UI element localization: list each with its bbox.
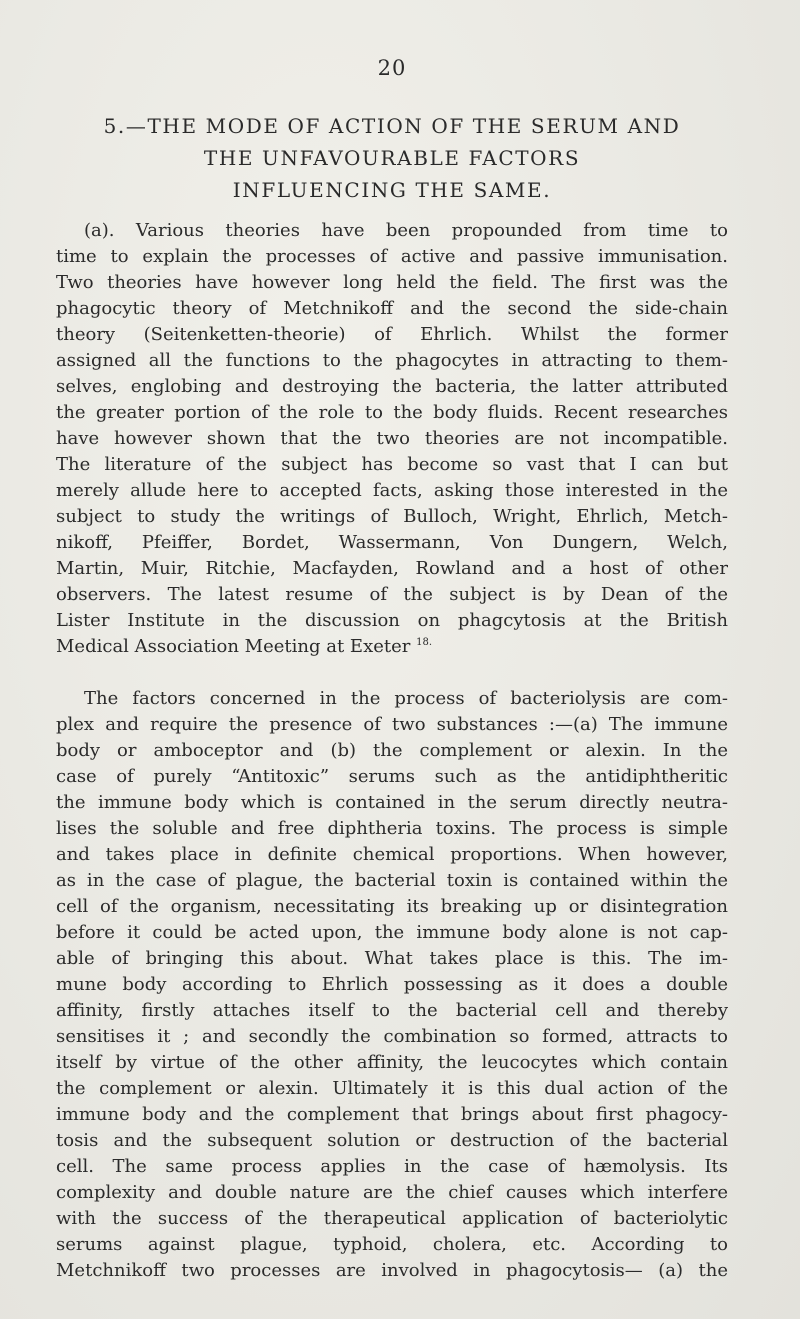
text-line: cell. The same process applies in the case of hæmolysis. Its [56, 1156, 728, 1177]
heading-line: THE UNFAVOURABLE FACTORS [203, 146, 581, 170]
text-line: Two theories have however long held the field. The first was the [56, 272, 728, 293]
text-line: Martin, Muir, Ritchie, Macfayden, Rowland and a host of other [56, 558, 728, 579]
text-line: cell of the organism, necessitating its breaking up or disintegration [56, 896, 728, 917]
text-line: lises the soluble and free diphtheria toxins. The process is simple [56, 818, 728, 839]
text-line: time to explain the processes of active and passive immunisation. [56, 246, 728, 267]
text-line: before it could be acted upon, the immune body alone is not cap- [56, 922, 728, 943]
text-line: The factors concerned in the process of bacteriolysis are com- [84, 688, 728, 709]
text-line: mune body according to Ehrlich possessing as it does a double [56, 974, 728, 995]
text-line: Lister Institute in the discussion on phagcytosis at the British [56, 610, 728, 631]
text-line: body or amboceptor and (b) the complement or alexin. In the [56, 740, 728, 761]
text-line: selves, englobing and destroying the bacteria, the latter attributed [56, 376, 728, 397]
page-number: 20 [377, 56, 407, 80]
paragraph-bacteriolysis [56, 686, 728, 1284]
text-line: (a). Various theories have been propounded from time to [84, 220, 728, 241]
text-line: Metchnikoff two processes are involved in phagocytosis— (a) the [56, 1260, 728, 1281]
text-line: observers. The latest resume of the subject is by Dean of the [56, 584, 728, 605]
text-line: as in the case of plague, the bacterial toxin is contained within the [56, 870, 728, 891]
text-line: plex and require the presence of two substances :—(a) The immune [56, 714, 728, 735]
text-line-last [56, 634, 728, 660]
heading-line: 5.—THE MODE OF ACTION OF THE SERUM AND [103, 114, 681, 138]
section-heading [56, 110, 728, 206]
text-line: the immune body which is contained in the serum directly neutra- [56, 792, 728, 813]
text-line: serums against plague, typhoid, cholera, etc. According to [56, 1234, 728, 1255]
text-line: assigned all the functions to the phagocytes in attracting to them- [56, 350, 728, 371]
footnote-reference: 18. [416, 637, 432, 648]
heading-line: INFLUENCING THE SAME. [232, 178, 552, 202]
text-line: affinity, firstly attaches itself to the bacterial cell and thereby [56, 1000, 728, 1021]
text-line: The literature of the subject has become so vast that I can but [56, 454, 728, 475]
text-line: able of bringing this about. What takes place is this. The im- [56, 948, 728, 969]
text-line: immune body and the complement that brings about first phagocy- [56, 1104, 728, 1125]
text-line: sensitises it ; and secondly the combination so formed, attracts to [56, 1026, 728, 1047]
text-line: and takes place in definite chemical proportions. When however, [56, 844, 728, 865]
text-line: theory (Seitenketten-theorie) of Ehrlich. Whilst the former [56, 324, 728, 345]
text-line: the greater portion of the role to the body fluids. Recent researches [56, 402, 728, 423]
text-line: with the success of the therapeutical application of bacteriolytic [56, 1208, 728, 1229]
text-line: phagocytic theory of Metchnikoff and the second the side-chain [56, 298, 728, 319]
text-line: itself by virtue of the other affinity, the leucocytes which contain [56, 1052, 728, 1073]
paragraph-theories [56, 218, 728, 660]
text-line: complexity and double nature are the chief causes which interfere [56, 1182, 728, 1203]
text-line: nikoff, Pfeiffer, Bordet, Wassermann, Von Dungern, Welch, [56, 532, 728, 553]
text-line: tosis and the subsequent solution or destruction of the bacterial [56, 1130, 728, 1151]
text-line: have however shown that the two theories are not incompatible. [56, 428, 728, 449]
text-line: the complement or alexin. Ultimately it is this dual action of the [56, 1078, 728, 1099]
text-line: case of purely “Antitoxic” serums such as the antidiphtheritic [56, 766, 728, 787]
text-line: Medical Association Meeting at Exeter [56, 636, 411, 657]
text-line: merely allude here to accepted facts, asking those interested in the [56, 480, 728, 501]
text-line: subject to study the writings of Bulloch, Wright, Ehrlich, Metch- [56, 506, 728, 527]
